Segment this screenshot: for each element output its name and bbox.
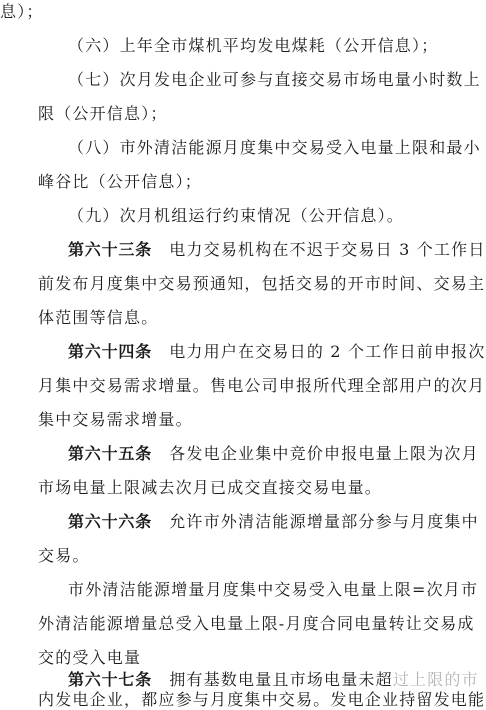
formula-paragraph: 市外清洁能源增量月度集中交易受入电量上限=次月市 (68, 580, 479, 599)
list-item-9: （九）次月机组运行约束情况（公开信息）。 (68, 206, 405, 225)
article-number: 第六十五条 (68, 444, 153, 463)
article-67-line-2: 内发电企业，都应参与月度集中交易。发电企业持留发电能 (38, 690, 486, 709)
formula-paragraph-line-3: 交的受入电量 (38, 648, 142, 667)
article-65: 第六十五条 各发电企业集中竞价申报电量上限为次月 (68, 444, 479, 463)
article-64-line-2: 月集中交易需求增量。售电公司申报所代理全部用户的次月 (38, 376, 486, 395)
article-number: 第六十三条 (68, 240, 153, 259)
formula-paragraph-line-2: 外清洁能源增量总受入电量上限-月度合同电量转让交易成 (38, 614, 475, 633)
list-item-8: （八）市外清洁能源月度集中交易受入电量上限和最小 (68, 138, 481, 157)
article-66-line-2: 交易。 (38, 546, 90, 565)
text-line-1: 息）； (0, 2, 44, 21)
article-63-line-3: 体范围等信息。 (38, 308, 159, 327)
list-item-7-continued: 限（公开信息）； (38, 104, 168, 123)
article-number: 第六十七条 (68, 670, 153, 689)
faded-text: 过上限的市 (392, 670, 479, 689)
list-item-6: （六）上年全市煤机平均发电煤耗（公开信息）； (68, 36, 439, 55)
article-number: 第六十六条 (68, 512, 153, 531)
article-64-line-3: 集中交易需求增量。 (38, 410, 193, 429)
list-item-8-continued: 峰谷比（公开信息）； (38, 172, 203, 191)
article-64: 第六十四条 电力用户在交易日的 2 个工作日前申报次 (68, 342, 486, 361)
article-63-line-2: 前发布月度集中交易预通知，包括交易的开市时间、交易主 (38, 274, 486, 293)
article-number: 第六十四条 (68, 342, 153, 361)
list-item-7: （七）次月发电企业可参与直接交易市场电量小时数上 (68, 70, 481, 89)
article-63: 第六十三条 电力交易机构在不迟于交易日 3 个工作日 (68, 240, 486, 259)
article-66: 第六十六条 允许市外清洁能源增量部分参与月度集中 (68, 512, 479, 531)
article-67: 第六十七条 拥有基数电量且市场电量未超过上限的市 (68, 670, 479, 689)
article-65-line-2: 市场电量上限减去次月已成交直接交易电量。 (38, 478, 383, 497)
